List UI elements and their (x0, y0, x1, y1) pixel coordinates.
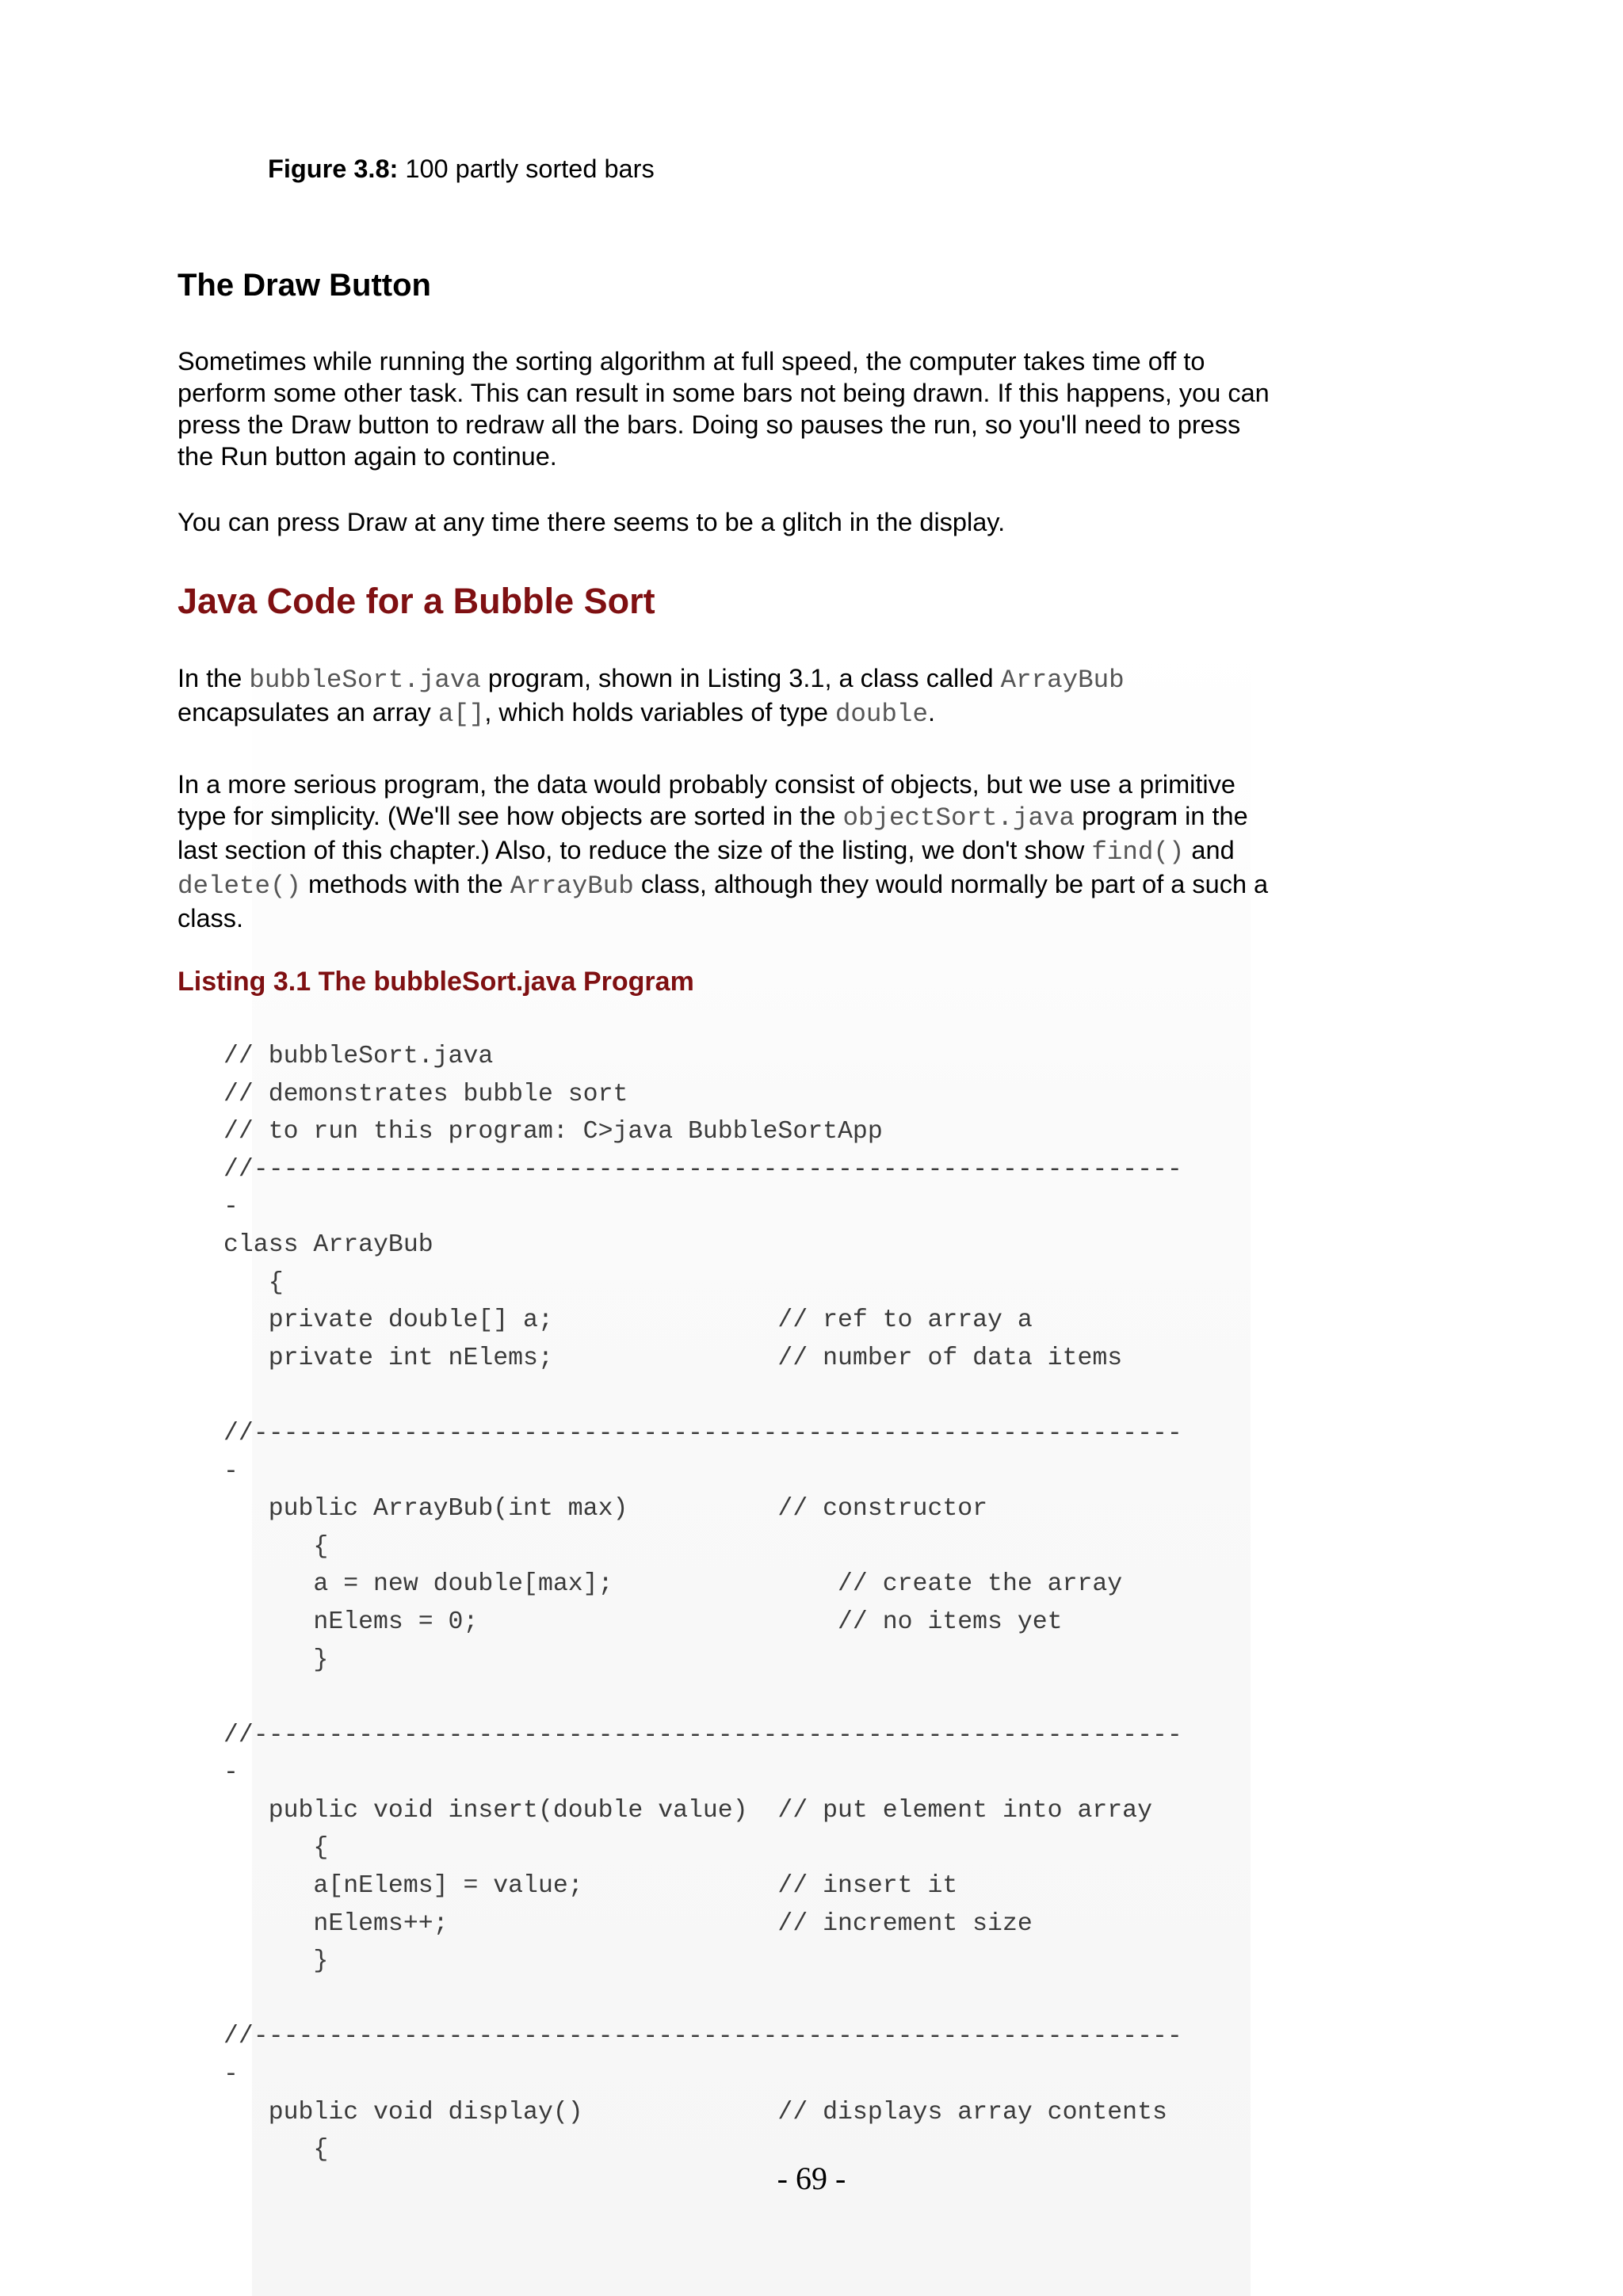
serious-text-3: and (1184, 836, 1235, 864)
inline-code-array-a: a[] (437, 700, 485, 729)
inline-code-delete: delete() (178, 871, 302, 901)
intro-text-2: program, shown in Listing 3.1, a class called (480, 664, 1001, 692)
figure-label: Figure 3.8: (268, 154, 399, 183)
inline-code-bubblesort-java: bubbleSort.java (249, 666, 481, 695)
draw-paragraph-2: You can press Draw at any time there seems to be a glitch in the display. (178, 508, 1006, 536)
code-listing: // bubbleSort.java // demonstrates bubble sort // to run this program: C>java BubbleSortApp //-------------------------------------------------------------- - class ArrayBub { private double[] a; // ref to array a private int nElems; // number of data items //-------------------------------------------------------------- - public ArrayBub(int max) // constructor { a = new double[max]; // create the array nElems = 0; // no items yet } //-------------------------------------------------------------- - public void insert(double value) // put element into array { a[nElems] = value; // insert it nElems++; // increment size } //-------------------------------------------------------------- - public void display() // displays array contents { (223, 1043, 1182, 2164)
figure-caption (268, 154, 655, 184)
inline-code-arraybub-2: ArrayBub (510, 871, 634, 901)
serious-text-4: methods with the (301, 870, 510, 898)
serious-program-paragraph (178, 769, 1271, 934)
intro-text-1: In the (178, 664, 250, 692)
intro-text-5: . (927, 698, 935, 727)
intro-paragraph (178, 662, 1271, 730)
inline-code-double: double (834, 700, 928, 729)
draw-paragraph-1: Sometimes while running the sorting algorithm at full speed, the computer takes time off to perform some other task. This can result in some bars not being drawn. If this happens, you can press the Draw button to redraw all the bars. Doing so pauses the run, so you'll need to press the Run button again to continue. (178, 347, 1270, 471)
serious-text-2: program in the last section of this chapter.) Also, to reduce the size of the listing, we don't show (178, 802, 1248, 864)
inline-code-objectsort-java: objectSort.java (842, 803, 1075, 833)
serious-text-5: class, although they would normally be part of a such a class. (178, 870, 1269, 933)
intro-text-3: encapsulates an array (178, 698, 438, 727)
section-heading: The Draw Button (178, 268, 431, 303)
inline-code-find: find() (1091, 837, 1185, 867)
serious-text-1: In a more serious program, the data would probably consist of objects, but we use a primitive type for simplicity. (We'll see how objects are sorted in the (178, 770, 1235, 830)
intro-text-4: , which holds variables of type (484, 698, 835, 727)
figure-caption-text: 100 partly sorted bars (398, 154, 655, 183)
listing-title: Listing 3.1 The bubbleSort.java Program (178, 967, 694, 997)
java-code-heading: Java Code for a Bubble Sort (178, 581, 655, 621)
page-number: - 69 - (777, 2161, 846, 2196)
inline-code-arraybub: ArrayBub (1000, 666, 1125, 695)
